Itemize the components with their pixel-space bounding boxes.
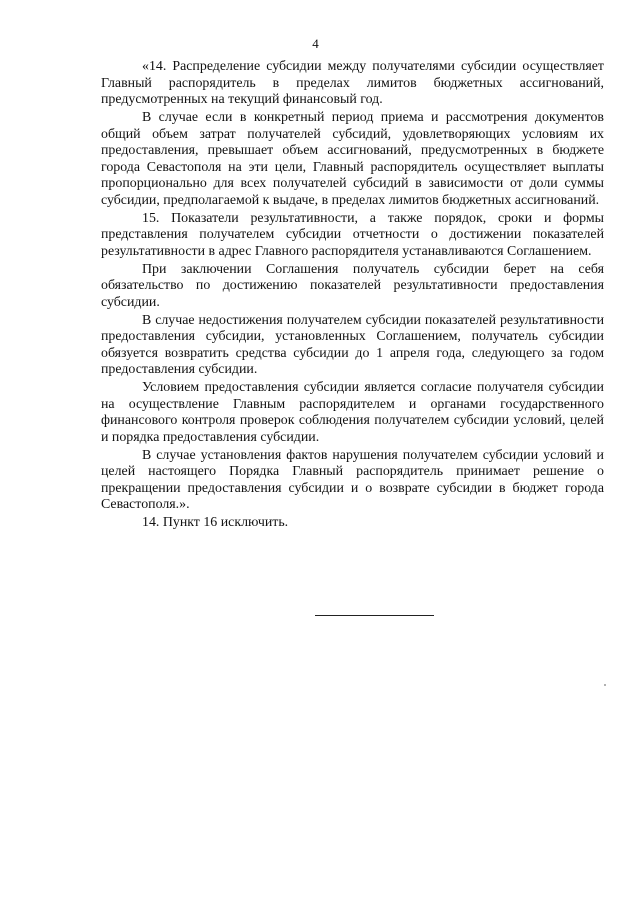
paragraph-clause-14-distribution: «14. Распределение субсидии между получателями субсидии осуществляет Главный распорядитель в пределах лимитов бюджетных ассигнований, предусмотренных на текущий финансовый год. — [101, 59, 604, 107]
paragraph-consent-to-inspection: Условием предоставления субсидии является согласие получателя субсидии на осуществление Главным распорядителем и органами государственного финансового контроля проверок соблюдения получателем субсидии условий, целей и порядка предоставления субсидии. — [101, 380, 604, 445]
paragraph-proportional-payments: В случае если в конкретный период приема и рассмотрения документов общий объем затрат получателей субсидий, удовлетворяющих условиям их предоставления, превышает объем ассигнований, предусмотренных в бюджете города Севастополя на эти цели, Главный распорядитель осуществляет выплаты пропорционально для всех получателей субсидий в зависимости от доли суммы субсидии, предполагаемой к выдаче, в пределах лимитов бюджетных ассигнований. — [101, 110, 604, 208]
page-number: 4 — [312, 36, 319, 51]
paragraph-item-16-removal: 14. Пункт 16 исключить. — [142, 515, 289, 530]
closing-separator-line — [315, 615, 434, 616]
scan-speck — [604, 684, 606, 686]
document-body — [101, 59, 604, 532]
paragraph-non-achievement-refund: В случае недостижения получателем субсидии показателей результативности предоставления субсидии, установленных Соглашением, получатель субсидии обязуется возвратить средства субсидии до 1 апреля года, следующего за годом предоставления субсидии. — [101, 312, 604, 377]
paragraph-violation-termination: В случае установления фактов нарушения получателем субсидии условий и целей настоящего Порядка Главный распорядитель принимает решение о прекращении предоставления субсидии и о возврате субсидии в бюджет города Севастополя.». — [101, 447, 604, 512]
paragraph-agreement-obligation: При заключении Соглашения получатель субсидии берет на себя обязательство по достижению показателей результативности предоставления субсидии. — [101, 261, 604, 310]
paragraph-clause-15-indicators: 15. Показатели результативности, а также порядок, сроки и формы представления получателем субсидии отчетности о достижении показателей результативности в адрес Главного распорядителя устанавливаются Соглашением. — [101, 210, 604, 259]
